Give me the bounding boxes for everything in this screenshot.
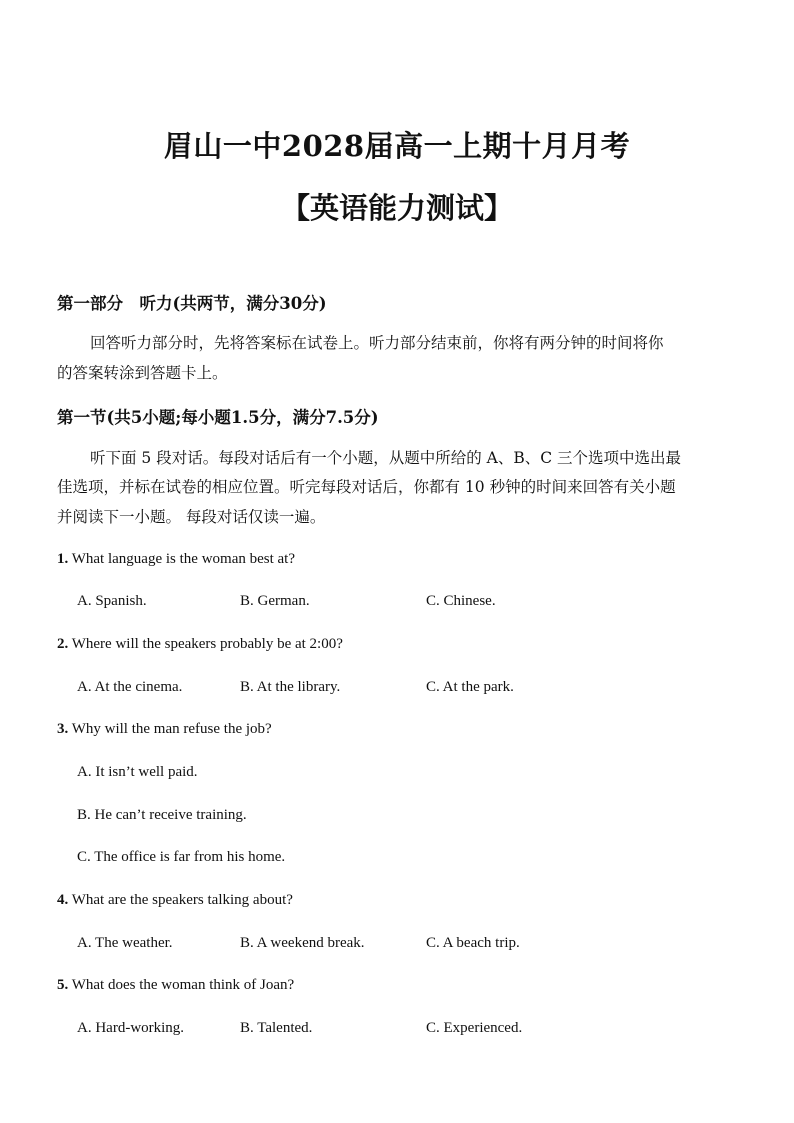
q4-option-a: A. The weather. <box>77 935 173 951</box>
exam-subtitle: 【英语能力测试】 <box>280 191 513 225</box>
question-2 <box>57 636 343 653</box>
question-text: What does the woman think of Joan? <box>71 977 295 993</box>
question-number: 4. <box>57 892 69 908</box>
part1-instructions-line1: 回答听力部分时，先将答案标在试卷上。听力部分结束前，你将有两分钟的时间将你 <box>90 334 664 352</box>
section1-heading: 第一节(共5小题;每小题1.5分，满分7.5分) <box>57 408 379 427</box>
question-number: 1. <box>57 551 69 567</box>
q1-option-a: A. Spanish. <box>77 593 147 609</box>
question-5 <box>57 977 294 994</box>
question-text: Where will the speakers probably be at 2:00? <box>71 636 343 652</box>
section1-directions-line1: 听下面 5 段对话。每段对话后有一个小题，从题中所给的 A、B、C 三个选项中选出最 <box>90 449 682 467</box>
part1-instructions-line2: 的答案转涂到答题卡上。 <box>57 364 228 382</box>
q2-option-b: B. At the library. <box>240 679 341 695</box>
q5-option-a: A. Hard-working. <box>77 1020 185 1036</box>
question-number: 5. <box>57 977 69 993</box>
q3-option-b: B. He can’t receive training. <box>77 807 247 823</box>
q5-option-b: B. Talented. <box>240 1020 313 1036</box>
q2-option-a: A. At the cinema. <box>77 679 183 695</box>
q4-option-b: B. A weekend break. <box>240 935 365 951</box>
question-3 <box>57 721 272 738</box>
question-1 <box>57 551 295 568</box>
q4-option-c: C. A beach trip. <box>426 935 520 951</box>
exam-title: 眉山一中2028届高一上期十月月考 <box>163 129 631 163</box>
part1-heading: 第一部分 听力(共两节，满分30分) <box>57 294 327 313</box>
q2-option-c: C. At the park. <box>426 679 514 695</box>
q1-option-c: C. Chinese. <box>426 593 496 609</box>
question-4 <box>57 892 293 909</box>
q3-option-a: A. It isn’t well paid. <box>77 764 198 780</box>
q1-option-b: B. German. <box>240 593 310 609</box>
question-text: What are the speakers talking about? <box>71 892 293 908</box>
section1-directions-line3: 并阅读下一小题。 每段对话仅读一遍。 <box>57 508 326 526</box>
q3-option-c: C. The office is far from his home. <box>77 849 286 865</box>
question-text: What language is the woman best at? <box>71 551 295 567</box>
q5-option-c: C. Experienced. <box>426 1020 523 1036</box>
question-number: 3. <box>57 721 69 737</box>
section1-directions-line2: 佳选项，并标在试卷的相应位置。听完每段对话后，你都有 10 秒钟的时间来回答有关小题 <box>57 478 676 496</box>
question-number: 2. <box>57 636 69 652</box>
question-text: Why will the man refuse the job? <box>71 721 272 737</box>
